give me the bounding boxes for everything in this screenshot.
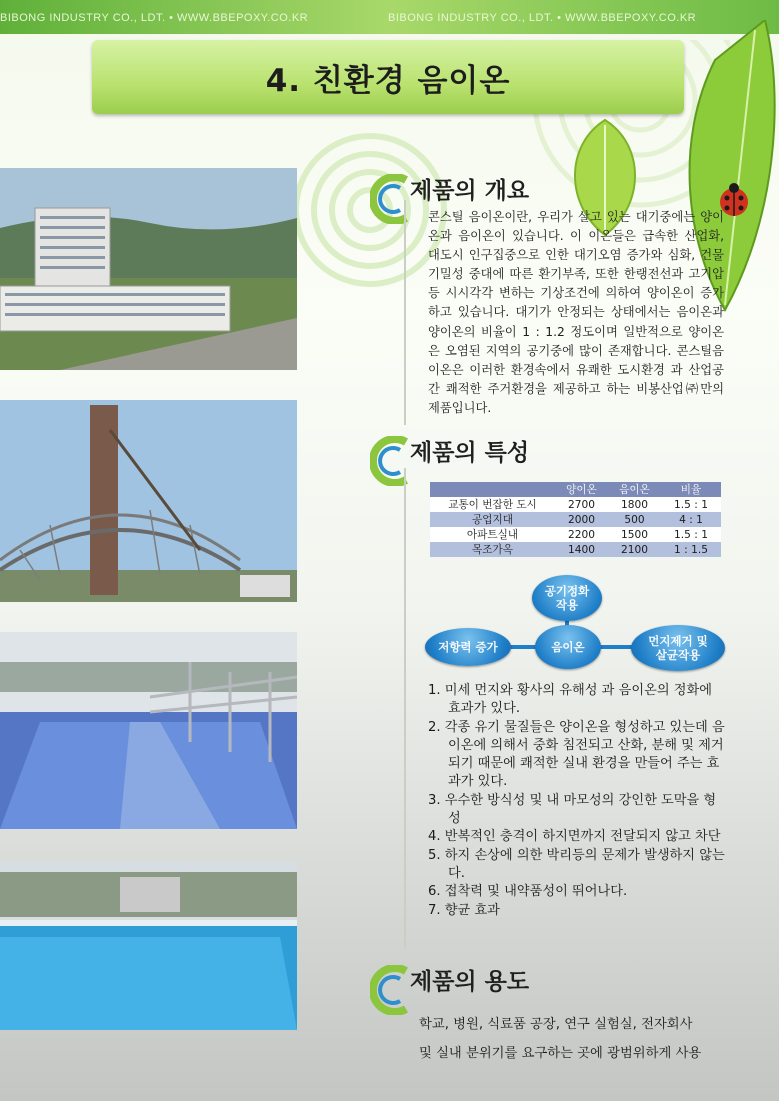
table-cell: 500 <box>608 512 661 527</box>
table-cell: 2100 <box>608 542 661 557</box>
table-cell: 2200 <box>555 527 608 542</box>
table-cell: 1400 <box>555 542 608 557</box>
table-header <box>430 482 555 497</box>
table-cell: 1.5 : 1 <box>661 527 721 542</box>
table-cell: 목조가옥 <box>430 542 555 557</box>
photo-building <box>0 168 297 370</box>
usage-text <box>419 1010 739 1068</box>
table-row <box>430 497 721 512</box>
section-title: 제품의 개요 <box>410 177 530 204</box>
table-cell: 2000 <box>555 512 608 527</box>
list-item: 5. 하지 손상에 의한 박리등의 문제가 발생하지 않는다. <box>428 847 725 881</box>
section-arc-icon <box>370 965 414 1015</box>
photo-pool-blue-floor <box>0 632 297 829</box>
diagram-node-negative-ion: 음이온 <box>535 625 601 669</box>
table-header: 비율 <box>661 482 721 497</box>
table-cell: 2700 <box>555 497 608 512</box>
usage-heading <box>370 965 529 1015</box>
table-cell: 4 : 1 <box>661 512 721 527</box>
table-cell: 1.5 : 1 <box>661 497 721 512</box>
features-heading <box>370 436 529 486</box>
section-title: 제품의 특성 <box>410 439 530 466</box>
table-header-row <box>430 482 721 497</box>
diagram-node-air-purification: 공기정화 작용 <box>532 575 602 621</box>
table-cell: 공업지대 <box>430 512 555 527</box>
section-divider <box>404 468 406 948</box>
table-cell: 교통이 번잡한 도시 <box>430 497 555 512</box>
page-title: 4. 친환경 음이온 <box>265 62 511 99</box>
list-item: 7. 향균 효과 <box>428 902 500 918</box>
diagram-node-dust-removal: 먼지제거 및 살균작용 <box>631 625 725 671</box>
section-title: 제품의 용도 <box>410 968 530 995</box>
list-item: 1. 미세 먼지와 황사의 유해성 과 음이온의 정화에 효과가 있다. <box>428 683 712 717</box>
section-arc-icon <box>370 174 414 224</box>
table-row <box>430 542 721 557</box>
usage-line: 학교, 병원, 식료품 공장, 연구 실험실, 전자회사 <box>419 1017 693 1032</box>
table-cell: 1 : 1.5 <box>661 542 721 557</box>
list-item: 2. 각종 유기 물질들은 양이온을 형성하고 있는데 음이온에 의해서 중화 침전되고 산화, 분해 및 제거되기 때문에 쾌적한 실내 환경을 만들어 주는 효과가 있다. <box>428 719 725 790</box>
list-item: 4. 반복적인 충격이 하지면까지 전달되지 않고 차단 <box>428 829 721 845</box>
section-arc-icon <box>370 436 414 486</box>
banner-text: BIBONG INDUSTRY CO., LDT. • WWW.BBEPOXY.CO.KR <box>0 12 309 24</box>
table-header: 음이온 <box>608 482 661 497</box>
ion-ratio-table <box>430 482 721 557</box>
banner-text: BIBONG INDUSTRY CO., LDT. • WWW.BBEPOXY.CO.KR <box>388 12 697 24</box>
diagram-node-resistance: 저항력 증가 <box>425 628 511 666</box>
table-row <box>430 527 721 542</box>
overview-paragraph: 콘스틸 음이온이란, 우리가 살고 있는 대기중에는 양이온과 음이온이 있습니다. 이 이온들은 급속한 산업화, 대도시 인구집중으로 인한 대기오염 증가와 심화, 건물 기밀성 중대에 따른 환기부족, 또한 한랭전선과 고기압등 시시각각 변하는 기상조건에 의하여 양이온이 증가하고 있습니다. 대기가 안정되는 상태에서는 음이온과 양이온의 비율이 1 : 1.2 정도이며 일반적으로 양이온은 오염된 지역의 공기중에 많이 존재합니다. 콘스틸음이온은 이러한 환경속에서 유쾌한 도시환경 과 산업공간 쾌적한 주거환경을 제공하고 하는 비봉산업㈜만의 제품입니다. <box>428 210 724 415</box>
table-row <box>430 512 721 527</box>
section-divider <box>404 200 406 425</box>
list-item: 3. 우수한 방식성 및 내 마모성의 강인한 도막을 형성 <box>428 792 717 827</box>
usage-line: 및 실내 분위기를 요구하는 곳에 광범위하게 사용 <box>419 1046 702 1061</box>
table-cell: 1500 <box>608 527 661 542</box>
photo-pool-coating <box>0 862 297 1030</box>
title-banner <box>92 40 684 114</box>
table-header: 양이온 <box>555 482 608 497</box>
list-item: 6. 접착력 및 내약품성이 뛰어나다. <box>428 884 628 900</box>
table-cell: 아파트실내 <box>430 527 555 542</box>
photo-dome-construction <box>0 400 297 602</box>
feature-list <box>428 682 728 920</box>
table-cell: 1800 <box>608 497 661 512</box>
